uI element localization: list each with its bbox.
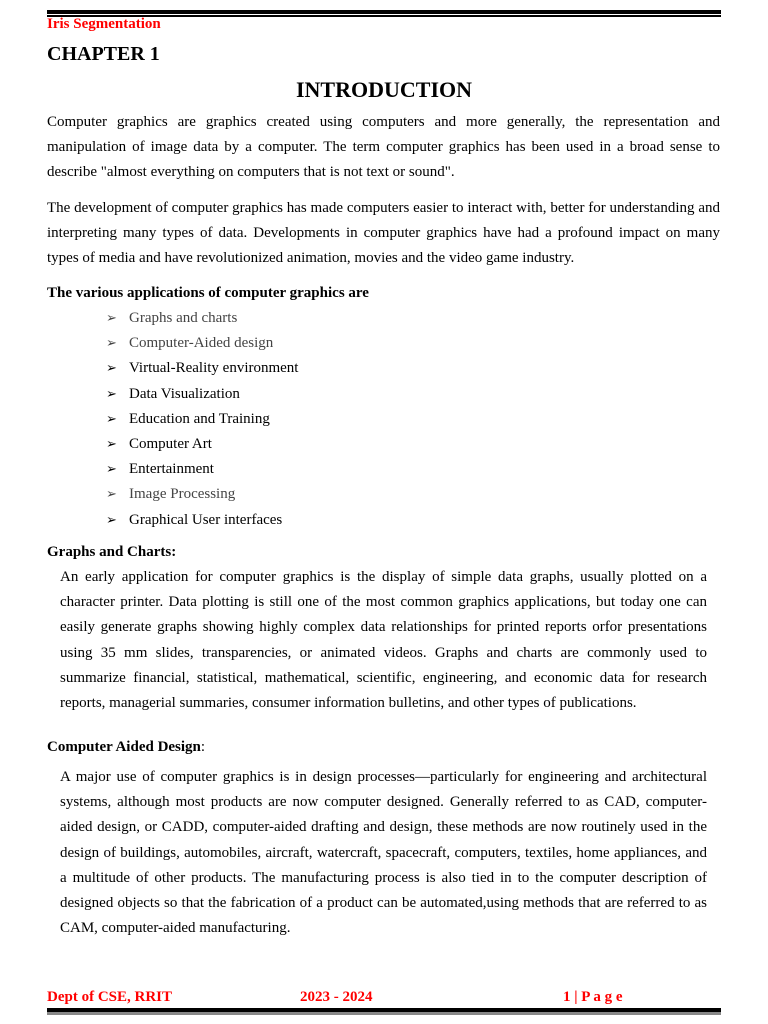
list-item: ➢ Computer Art: [106, 431, 298, 456]
footer-page-number: 1 | P a g e: [563, 989, 623, 1005]
list-item: ➢ Computer-Aided design: [106, 330, 298, 355]
cad-paragraph: A major use of computer graphics is in design processes—particularly for engineering and architectural systems, although most products are now computer designed. Generally referred to as CAD, computer-aided design, or CADD, computer-aided drafting and design, these methods are now routinely used in the design of buildings, automobiles, aircraft, watercraft, spacecraft, computers, textiles, home appliances, and a multitude of other products. The manufacturing process is also tied in to the computer description of designed objects so that the fabrication of a product can be automated,using methods that are referred to as CAM, computer-aided manufacturing.: [60, 769, 707, 937]
list-item: ➢ Virtual-Reality environment: [106, 355, 298, 380]
graphs-heading: Graphs and Charts:: [47, 544, 177, 560]
cad-heading: Computer Aided Design:: [47, 739, 206, 755]
arrow-bullet-icon: ➢: [106, 360, 117, 376]
list-item: ➢ Entertainment: [106, 456, 298, 481]
footer-dept: Dept of CSE, RRIT: [47, 989, 173, 1005]
list-item: ➢ Image Processing: [106, 481, 298, 506]
arrow-bullet-icon: ➢: [106, 435, 117, 451]
running-header: Iris Segmentation: [47, 16, 161, 32]
header-rule: [47, 10, 721, 15]
applications-list: [106, 305, 298, 532]
paragraph-2: The development of computer graphics has made computers easier to interact with, better for understanding and interpreting many types of data. Developments in computer graphics have had a profound impact on many types of media and have revolutionized animation, movies and the video game industry.: [47, 200, 720, 267]
arrow-bullet-icon: ➢: [106, 486, 117, 502]
list-item: ➢ Data Visualization: [106, 381, 298, 406]
arrow-bullet-icon: ➢: [106, 410, 117, 426]
applications-heading: The various applications of computer graphics are: [47, 285, 369, 301]
arrow-bullet-icon: ➢: [106, 335, 117, 351]
list-item: ➢ Graphical User interfaces: [106, 507, 298, 532]
arrow-bullet-icon: ➢: [106, 385, 117, 401]
page-title: INTRODUCTION: [295, 77, 473, 102]
list-item: ➢ Education and Training: [106, 406, 298, 431]
chapter-label: CHAPTER 1: [47, 43, 160, 65]
arrow-bullet-icon: ➢: [106, 461, 117, 477]
arrow-bullet-icon: ➢: [106, 310, 117, 325]
graphs-paragraph: An early application for computer graphics is the display of simple data graphs, usually plotted on a character printer. Data plotting is still one of the most common graphics applications, but today one can easily generate graphs showing highly complex data relationships for printed reports orfor presentations using 35 mm slides, transparencies, or animated videos. Graphs and charts are commonly used to summarize financial, statistical, mathematical, scientific, engineering, and economic data for research reports, managerial summaries, consumer information bulletins, and other types of publications.: [60, 569, 707, 712]
list-item: ➢ Graphs and charts: [106, 305, 298, 330]
paragraph-1: Computer graphics are graphics created using computers and more generally, the representation and manipulation of image data by a computer. The term computer graphics has been used in a broad sense to describe "almost everything on computers that is not text or sound".: [47, 114, 720, 181]
footer-year: 2023 - 2024: [300, 989, 373, 1005]
arrow-bullet-icon: ➢: [106, 511, 117, 527]
footer-rule: [47, 1008, 721, 1012]
